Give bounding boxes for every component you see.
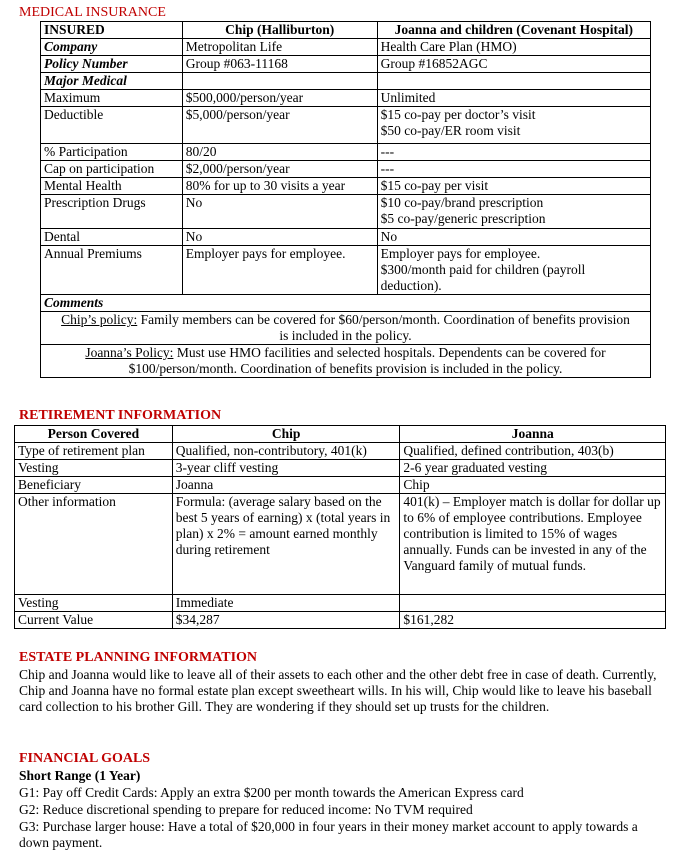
header-joanna-ret: Joanna: [400, 426, 666, 443]
joanna-policy-label: Joanna’s Policy:: [85, 345, 174, 360]
current-joanna: $161,282: [400, 612, 666, 629]
other-chip: Formula: (average salary based on the best 5 years of earning) x (total years in plan) x 2% = amount earned monthly during retirement: [172, 494, 400, 595]
premiums-chip: Employer pays for employee.: [182, 246, 377, 295]
dental-chip: No: [182, 229, 377, 246]
cap-label: Cap on participation: [41, 161, 183, 178]
goals-heading: FINANCIAL GOALS: [19, 751, 151, 766]
header-chip-ret: Chip: [172, 426, 400, 443]
deductible-chip: $5,000/person/year: [182, 107, 377, 144]
type-joanna: Qualified, defined contribution, 403(b): [400, 443, 666, 460]
retirement-header-row: [15, 426, 666, 443]
comments-label: Comments: [41, 295, 651, 312]
other-row: [15, 494, 666, 595]
rx-joanna: [377, 195, 650, 229]
vesting2-label: Vesting: [15, 595, 173, 612]
maximum-row: [41, 90, 651, 107]
cap-joanna: ---: [377, 161, 650, 178]
maximum-chip: $500,000/person/year: [182, 90, 377, 107]
estate-text: Chip and Joanna would like to leave all of their assets to each other and the other debt free in case of death. Currently, Chip and Joanna have no formal estate plan except sweetheart wills. In his will, Chip would like to leave his baseball card collection to his brother Gill. They are wondering if they should set up trusts for the children.: [19, 667, 657, 714]
policy-joanna: Group #16852AGC: [377, 56, 650, 73]
goal-g1: G1: Pay off Credit Cards: Apply an extra $200 per month towards the American Express card: [19, 785, 524, 800]
retirement-heading: RETIREMENT INFORMATION: [19, 408, 222, 423]
policy-row: [41, 56, 651, 73]
major-medical-row: [41, 73, 651, 90]
vesting2-joanna: [400, 595, 666, 612]
current-chip: $34,287: [172, 612, 400, 629]
medical-insurance-table: [40, 21, 651, 378]
company-joanna: Health Care Plan (HMO): [377, 39, 650, 56]
premiums-joanna-line1: Employer pays for employee.: [380, 246, 541, 261]
mental-joanna: $15 co-pay per visit: [377, 178, 650, 195]
company-chip: Metropolitan Life: [182, 39, 377, 56]
type-chip: Qualified, non-contributory, 401(k): [172, 443, 400, 460]
premiums-joanna: [377, 246, 650, 295]
rx-chip: No: [182, 195, 377, 229]
company-label: Company: [41, 39, 183, 56]
rx-joanna-line1: $10 co-pay/brand prescription: [380, 195, 544, 210]
mental-label: Mental Health: [41, 178, 183, 195]
deductible-joanna-line1: $15 co-pay per doctor’s visit: [380, 107, 536, 122]
policy-chip: Group #063-11168: [182, 56, 377, 73]
estate-heading: ESTATE PLANNING INFORMATION: [19, 650, 258, 665]
type-row: [15, 443, 666, 460]
rx-label: Prescription Drugs: [41, 195, 183, 229]
chip-policy-text: Family members can be covered for $60/person/month. Coordination of benefits provision is included in the policy.: [137, 312, 630, 343]
beneficiary-joanna: Chip: [400, 477, 666, 494]
current-value-row: [15, 612, 666, 629]
chip-comment: [41, 312, 651, 345]
beneficiary-label: Beneficiary: [15, 477, 173, 494]
chip-policy-label: Chip’s policy:: [61, 312, 138, 327]
premiums-row: [41, 246, 651, 295]
major-medical-label: Major Medical: [41, 73, 183, 90]
current-label: Current Value: [15, 612, 173, 629]
joanna-comment: [41, 345, 651, 378]
header-joanna: Joanna and children (Covenant Hospital): [377, 22, 650, 39]
beneficiary-chip: Joanna: [172, 477, 400, 494]
deductible-joanna-line2: $50 co-pay/ER room visit: [380, 123, 521, 138]
mental-chip: 80% for up to 30 visits a year: [182, 178, 377, 195]
participation-chip: 80/20: [182, 144, 377, 161]
participation-row: [41, 144, 651, 161]
header-insured: INSURED: [41, 22, 183, 39]
company-row: [41, 39, 651, 56]
medical-insurance-heading: MEDICAL INSURANCE: [19, 5, 166, 20]
comments-label-row: [41, 295, 651, 312]
rx-row: [41, 195, 651, 229]
vesting2-chip: Immediate: [172, 595, 400, 612]
participation-joanna: ---: [377, 144, 650, 161]
deductible-label: Deductible: [41, 107, 183, 144]
retirement-table: [14, 425, 666, 629]
premiums-joanna-line2: $300/month paid for children (payroll deduction).: [380, 262, 586, 293]
participation-label: % Participation: [41, 144, 183, 161]
chip-comment-row: [41, 312, 651, 345]
dental-row: [41, 229, 651, 246]
vesting-chip: 3-year cliff vesting: [172, 460, 400, 477]
deductible-row: [41, 107, 651, 144]
vesting-joanna: 2-6 year graduated vesting: [400, 460, 666, 477]
mental-row: [41, 178, 651, 195]
joanna-policy-text: Must use HMO facilities and selected hospitals. Dependents can be covered for $100/person/month. Coordination of benefits provision is included in the policy.: [128, 345, 606, 376]
cap-row: [41, 161, 651, 178]
other-label: Other information: [15, 494, 173, 595]
goal-g3: G3: Purchase larger house: Have a total of $20,000 in four years in their money market account to apply towards a down payment.: [19, 819, 638, 850]
vesting2-row: [15, 595, 666, 612]
deductible-joanna: [377, 107, 650, 144]
policy-label: Policy Number: [41, 56, 183, 73]
premiums-label: Annual Premiums: [41, 246, 183, 295]
other-joanna: 401(k) – Employer match is dollar for dollar up to 6% of employee contributions. Employee contribution is limited to 15% of wages annually. Funds can be invested in any of the Vanguard family of mutual funds.: [400, 494, 666, 595]
short-range-heading: Short Range (1 Year): [19, 768, 141, 783]
maximum-label: Maximum: [41, 90, 183, 107]
header-person: Person Covered: [15, 426, 173, 443]
cap-chip: $2,000/person/year: [182, 161, 377, 178]
insured-header-row: [41, 22, 651, 39]
goal-g2: G2: Reduce discretional spending to prepare for reduced income: No TVM required: [19, 802, 473, 817]
beneficiary-row: [15, 477, 666, 494]
dental-label: Dental: [41, 229, 183, 246]
type-label: Type of retirement plan: [15, 443, 173, 460]
joanna-comment-row: [41, 345, 651, 378]
vesting-row: [15, 460, 666, 477]
vesting-label: Vesting: [15, 460, 173, 477]
rx-joanna-line2: $5 co-pay/generic prescription: [380, 211, 546, 226]
header-chip: Chip (Halliburton): [182, 22, 377, 39]
maximum-joanna: Unlimited: [377, 90, 650, 107]
dental-joanna: No: [377, 229, 650, 246]
